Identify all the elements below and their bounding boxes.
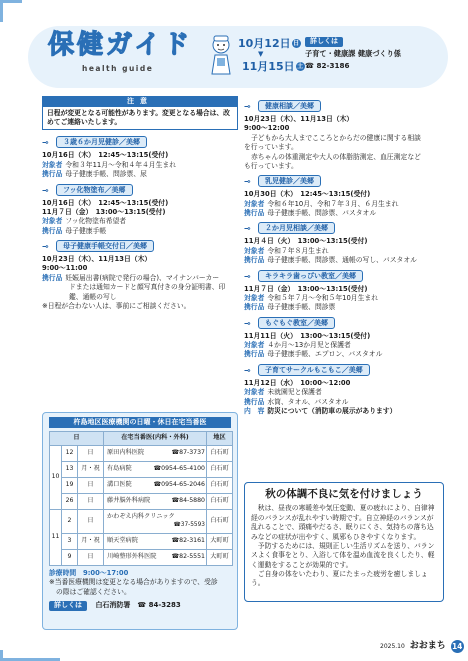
weekday-cell: 月・祝 [78, 462, 104, 478]
weekday-cell: 日 [78, 494, 104, 510]
items-value: 鑑、通帳の写し [69, 292, 117, 301]
section-desc: 赤ちゃんの体重測定や大人の体脂肪測定、血圧測定など [251, 152, 421, 161]
area-cell: 大町町 [207, 550, 233, 566]
pin-icon: ⊸ [42, 242, 49, 252]
section-header [244, 317, 444, 329]
clinic-name: かわぞえ内科クリニック [107, 513, 175, 521]
target-label: 対象者 [244, 246, 265, 255]
section-date: 10月16日（木） 12:45～13:15(受付) [42, 198, 169, 207]
clinic-name: 川崎整形外科医院 [107, 553, 157, 561]
clinic-box [42, 412, 238, 630]
section-date: 11月７日（金） 13:00～13:15(受付) [244, 284, 368, 293]
clinic-table [49, 431, 233, 566]
area-cell: 白石町 [207, 462, 233, 478]
items-value: 母子健康手帳、問診票、尿 [65, 170, 147, 179]
items-label: 携行品 [42, 170, 63, 179]
section-title: フッ化物塗布／美郷 [56, 184, 133, 196]
left-column [42, 96, 238, 311]
month-cell: 10 [50, 446, 62, 510]
clinic-name: 溝口医院 [107, 481, 132, 489]
target-value: ４か月～13か月児と保護者 [267, 341, 351, 349]
corner-decoration [0, 0, 22, 22]
items-label: 携行品 [244, 397, 265, 406]
items-value: 母子健康手帳、問診票、通帳の写し、バスタオル [267, 256, 417, 265]
clinic-contact [49, 601, 231, 611]
area-cell: 白石町 [207, 494, 233, 510]
day-cell: 26 [62, 494, 78, 510]
page-title: 保健ガイド [48, 30, 193, 60]
clinic-phone: ☎37-5593 [173, 521, 205, 528]
items-label: 携行品 [244, 350, 265, 359]
table-header: 在宅当番医(内科・外科) [104, 432, 207, 446]
clinic-name: 原田内科医院 [107, 449, 145, 457]
target-value: 令和７年８月生まれ [267, 246, 329, 255]
period-end-day: 土 [297, 63, 304, 70]
contact-label: 詳しくは [49, 601, 87, 611]
area-cell: 白石町 [207, 510, 233, 534]
items-value: ドまたは通知カードと顔写真付きの身分証明書、印 [69, 283, 226, 292]
table-row [50, 550, 233, 566]
clinic-phone: ☎82-5551 [171, 553, 205, 561]
page-number: 14 [451, 642, 463, 651]
items-value: 母子健康手帳 [65, 226, 107, 235]
section-header [244, 175, 444, 187]
table-header: 地区 [207, 432, 233, 446]
clinic-note: ※当番医療機関は変更となる場合がありますので、受診 [49, 578, 218, 587]
section-header [42, 240, 238, 252]
pin-icon: ⊸ [244, 177, 251, 187]
section-desc: 子どもから大人までこころとからだの健康に関する相談 [251, 133, 421, 142]
day-cell: 2 [62, 510, 78, 534]
section-desc: を行っています。 [244, 143, 298, 152]
clinic-phone: ☎0954-65-2046 [153, 481, 205, 489]
section-date: 10月23日（木）、11月13日（木） [42, 255, 152, 264]
contact-label: 詳しくは [305, 37, 343, 47]
article-paragraph: 秋は、昼夜の寒暖差や気圧変動、夏の疲れにより、自律神経のバランスが乱れやすい時期です。自立神経のバランスが乱れることで、頭痛やだるさ、眠りにくさ、気持ちの落ち込みなどの症状が出やすく、風邪もひきやすくなります。 [251, 504, 435, 541]
article-title: 秋の体調不良に気を付けましょう [265, 488, 423, 500]
area-cell: 大町町 [207, 534, 233, 550]
clinic-title: 杵島地区医療機関の日曜・休日在宅当番医 [49, 417, 231, 428]
section-date: 11月７日（金） 13:00～13:15(受付) [42, 207, 166, 216]
section-date: 11月４日（火） 13:00～13:15(受付) [244, 237, 368, 246]
items-value: 母子健康手帳、問診票、バスタオル [267, 209, 377, 217]
day-cell: 19 [62, 478, 78, 494]
notice-body: 日程が変更となる可能性があります。変更となる場合は、改めてご連絡いたします。 [47, 108, 230, 127]
target-label: 対象者 [244, 388, 265, 397]
clinic-phone: ☎0954-65-4100 [153, 465, 205, 473]
nurse-mascot-icon [208, 34, 234, 76]
weekday-cell: 日 [78, 510, 104, 534]
target-label: 対象者 [244, 199, 265, 208]
section-header [42, 184, 238, 196]
weekday-cell: 日 [78, 478, 104, 494]
section-title: 健康相談／美郷 [258, 100, 321, 112]
table-row [50, 534, 233, 550]
section-header [244, 222, 444, 234]
items-value: 母子健康手帳、エプロン、バスタオル [267, 350, 383, 359]
section-note: ※日程が合わない人は、事前にご相談ください。 [42, 301, 191, 310]
page-footer [380, 640, 464, 653]
items-label: 携行品 [42, 226, 63, 235]
section-title: もぐもぐ教室／美郷 [258, 317, 335, 329]
clinic-hours: 診療時間 9:00～17:00 [49, 569, 129, 577]
target-value: 令和６年10月、令和７年３月、６月生まれ [267, 199, 399, 208]
pin-icon: ⊸ [42, 185, 49, 195]
items-value: 母子健康手帳、問診票 [267, 303, 336, 312]
section-title: 子育てサークルもこもこ／美郷 [258, 364, 370, 376]
section-time: 9:00～12:00 [244, 124, 290, 133]
table-row [50, 478, 233, 494]
section-date: 11月12日（水） 10:00～12:00 [244, 378, 351, 387]
section-header [244, 270, 444, 282]
section-time: 9:00～11:00 [42, 264, 88, 273]
contact-dept: 子育て・健康課 健康づくり係 [305, 48, 401, 58]
table-row [50, 446, 233, 462]
clinic-phone: ☎87-3737 [171, 449, 205, 457]
section-title: 乳児健診／美郷 [258, 175, 321, 187]
section-title: キラキラ歯っぴい教室／美郷 [258, 270, 363, 282]
items-value: 妊娠届出書(病院で発行の場合)、マイナンバーカー [65, 273, 220, 282]
issue-date: 2025.10 [380, 643, 405, 650]
pin-icon: ⊸ [244, 318, 251, 328]
target-value: フッ化物塗布希望者 [65, 217, 127, 226]
season-article [244, 482, 444, 602]
section-title: 母子健康手帳交付日／美郷 [56, 240, 154, 252]
clinic-name: 有島病院 [107, 465, 132, 473]
area-cell: 白石町 [207, 478, 233, 494]
pin-icon: ⊸ [244, 102, 251, 111]
target-value: 令和３年11月～令和４年４月生まれ [65, 160, 176, 169]
items-label: 携行品 [244, 209, 265, 217]
section-desc: も行っています。 [244, 161, 298, 170]
clinic-name: 順天堂病院 [107, 537, 138, 545]
target-label: 対象者 [244, 341, 265, 349]
target-label: 対象者 [244, 293, 265, 302]
header [0, 0, 468, 95]
content-label: 内 容 [244, 406, 265, 415]
notice-box [42, 96, 238, 130]
clinic-note: の際はご確認ください。 [56, 587, 131, 596]
day-cell: 13 [62, 462, 78, 478]
contact-value: 白石消防署 ☎ 84-3283 [95, 601, 181, 610]
article-paragraph: 予防するためには、規則正しい生活リズムを送り、バランスよく食事をとり、入浴して体を温め血流を良くしたり、軽く運動をすることが効果的です。 [251, 541, 435, 569]
section-title: ３歳６か月児健診／美郷 [56, 136, 147, 148]
pin-icon: ⊸ [244, 365, 251, 375]
section-date: 10月23日（木）、11月13日（木） [244, 115, 354, 123]
area-cell: 白石町 [207, 446, 233, 462]
target-value: 未就園児と保護者 [267, 388, 322, 397]
section-date: 10月30日（木） 12:45～13:15(受付) [244, 190, 371, 199]
items-label: 携行品 [244, 256, 265, 265]
weekday-cell: 日 [78, 446, 104, 462]
pin-icon: ⊸ [42, 138, 49, 148]
right-column [244, 96, 444, 416]
clinic-name: 藤井脳外科病院 [107, 497, 151, 505]
table-row [50, 510, 233, 534]
pin-icon: ⊸ [244, 271, 251, 281]
section-header [244, 100, 444, 112]
page-subtitle: health guide [82, 64, 154, 73]
day-cell: 12 [62, 446, 78, 462]
table-row [50, 462, 233, 478]
period-arrow: ▼ [258, 50, 264, 58]
weekday-cell: 月・祝 [78, 534, 104, 550]
header-contact [305, 36, 435, 71]
table-row [50, 494, 233, 510]
target-label: 対象者 [42, 160, 63, 169]
items-label: 携行品 [244, 303, 265, 312]
clinic-phone: ☎84-5880 [171, 497, 205, 505]
section-title: ２か月児相談／美郷 [258, 222, 335, 234]
month-cell: 11 [50, 510, 62, 566]
items-value: 水筒、タオル、バスタオル [267, 397, 349, 406]
day-cell: 9 [62, 550, 78, 566]
section-header [42, 136, 238, 148]
weekday-cell: 日 [78, 550, 104, 566]
target-label: 対象者 [42, 217, 63, 226]
period-end: 11月15日 [242, 60, 295, 73]
day-cell: 3 [62, 534, 78, 550]
notice-title: 注意 [43, 97, 237, 107]
corner-decoration [0, 650, 60, 661]
period-start-day: 日 [293, 40, 300, 47]
contact-phone: ☎ 82-3186 [305, 60, 350, 70]
section-header [244, 364, 444, 376]
article-paragraph: ご自身の体をいたわり、夏にたまった疲労を癒しましょう。 [251, 570, 428, 588]
magazine-name: おおまち [409, 641, 446, 651]
period-start: 10月12日 [238, 37, 291, 50]
section-date: 10月16日（木） 12:45～13:15(受付) [42, 151, 169, 160]
items-label: 携行品 [42, 273, 63, 282]
section-date: 11月11日（火） 13:00～13:15(受付) [244, 331, 371, 340]
target-value: 令和５年７月～令和５年10月生まれ [267, 293, 378, 302]
content-value: 防災について（消防車の展示があります） [267, 406, 397, 415]
clinic-phone: ☎82-3161 [171, 537, 205, 545]
table-header: 日 [50, 432, 104, 446]
pin-icon: ⊸ [244, 224, 251, 234]
